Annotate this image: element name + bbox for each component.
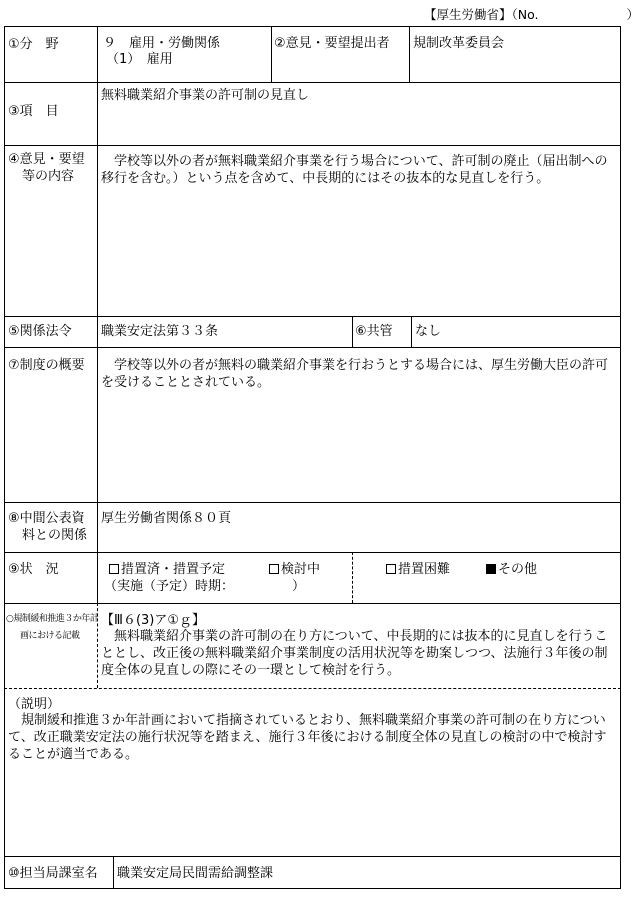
- law-label: ⑤関係法令: [8, 324, 72, 339]
- plan-label-1: ○規制緩和推進３か年計: [6, 614, 99, 624]
- column-divider: [352, 316, 353, 347]
- field-line2: （1） 雇用: [106, 52, 173, 67]
- option-label: 検討中: [281, 562, 321, 577]
- document-header: [424, 5, 639, 23]
- jurisdiction-label: ⑥共管: [355, 324, 393, 339]
- checkbox-icon[interactable]: [109, 564, 119, 574]
- number-open: （No.: [511, 7, 539, 22]
- status-option-implemented[interactable]: [109, 561, 225, 578]
- status-option-other[interactable]: [486, 561, 537, 578]
- column-divider: [113, 856, 114, 889]
- option-label: 措置済・措置予定: [121, 562, 226, 577]
- status-option-difficult[interactable]: [386, 561, 450, 578]
- column-divider: [409, 26, 410, 82]
- checkbox-icon[interactable]: [269, 564, 279, 574]
- timing-line: [104, 578, 305, 595]
- bureau-label: ⑩担当局課室名: [8, 866, 98, 881]
- ministry-label: 【厚生労働省】: [424, 7, 512, 22]
- opinion-label-2: 等の内容: [22, 169, 75, 184]
- explanation-heading: （説明）: [8, 697, 61, 712]
- interim-label-2: 料との関係: [22, 528, 88, 543]
- plan-text: 無料職業紹介事業の許可制の在り方について、中長期的には抜本的に見直しを行うこととし、改正後の無料職業紹介事業制度の活用状況等を勘案しつつ、法施行３年後の制度全体の見直しの際にその一環として検討を行う。: [101, 629, 608, 678]
- column-divider: [411, 316, 412, 347]
- system-text: 学校等以外の者が無料の職業紹介事業を行おうとする場合には、厚生労働大臣の許可を受けることとされている。: [101, 358, 609, 390]
- dashed-column-divider: [352, 552, 353, 603]
- system-label: ⑦制度の概要: [8, 358, 85, 373]
- column-divider: [271, 26, 272, 82]
- explanation-text: 規制緩和推進３か年計画において指摘されているとおり、無料職業紹介事業の許可制の在り方について、改正職業安定法の施行状況等を踏まえ、施行３年後における制度全体の見直しの検討の中で検討することが適当である。: [8, 713, 607, 762]
- submitter-value: 規制改革委員会: [413, 36, 505, 51]
- interim-value: 厚生労働省関係８０頁: [101, 511, 232, 526]
- dashed-divider: [4, 688, 621, 689]
- opinion-text: 学校等以外の者が無料職業紹介事業を行う場合について、許可制の廃止（届出制への移行を含む。）という点を含めて、中長期的にはその抜本的な見直しを行う。: [101, 154, 608, 186]
- item-label: ③項 目: [8, 104, 59, 119]
- option-label: 措置困難: [398, 562, 451, 577]
- number-close: ）: [626, 7, 639, 22]
- bureau-value: 職業安定局民間需給調整課: [117, 866, 274, 881]
- checkbox-icon[interactable]: [386, 564, 396, 574]
- law-value: 職業安定法第３３条: [101, 324, 219, 339]
- row-divider: [4, 856, 621, 857]
- status-option-reviewing[interactable]: [269, 561, 320, 578]
- jurisdiction-value: なし: [415, 324, 442, 339]
- plan-reference: 【Ⅲ６(3)ア①ｇ】: [101, 613, 206, 628]
- label-column-divider: [97, 26, 98, 603]
- opinion-label-1: ④意見・要望: [8, 152, 85, 167]
- option-label: その他: [498, 562, 538, 577]
- item-value: 無料職業紹介事業の許可制の見直し: [101, 88, 310, 103]
- field-label: ①分 野: [8, 37, 59, 52]
- plan-label-2: 画における記載: [20, 631, 80, 641]
- status-label: ⑨状 況: [8, 562, 59, 577]
- timing-close: ）: [292, 579, 306, 594]
- field-line1: ９ 雇用・労働関係: [103, 36, 221, 51]
- interim-label-1: ⑧中間公表資: [8, 511, 85, 526]
- timing-label: （実施（予定）時期：: [104, 579, 235, 594]
- submitter-label: ②意見・要望提出者: [274, 36, 390, 51]
- checked-checkbox-icon[interactable]: [486, 564, 496, 574]
